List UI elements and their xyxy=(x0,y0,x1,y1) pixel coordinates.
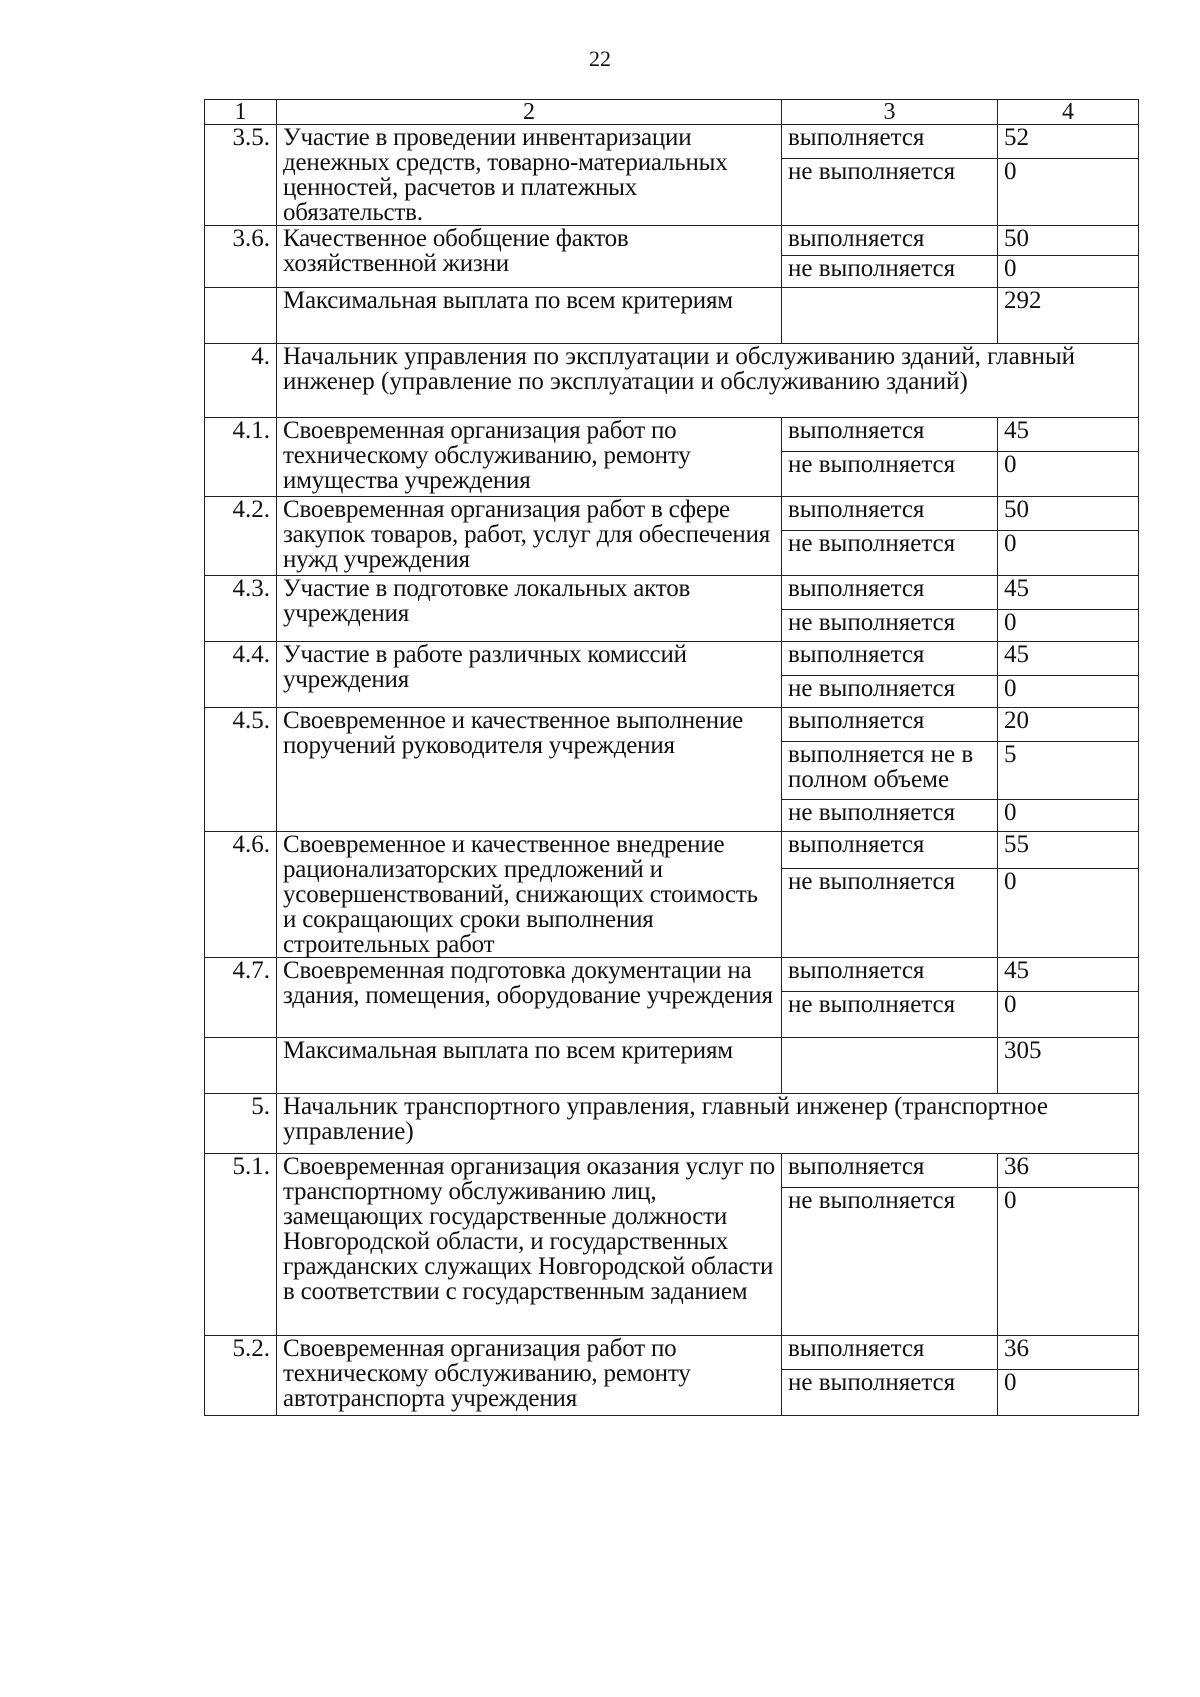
section-row xyxy=(205,344,1139,418)
total-label: Максимальная выплата по всем критериям xyxy=(277,1038,782,1094)
total-points: 305 xyxy=(998,1038,1139,1094)
points-value: 20 xyxy=(998,708,1139,742)
criterion-row xyxy=(205,497,1139,531)
status-text: выполняется xyxy=(782,497,998,531)
status-text: выполняется xyxy=(782,1154,998,1188)
criterion-row xyxy=(205,1154,1139,1188)
points-value: 52 xyxy=(998,125,1139,159)
column-number: 4 xyxy=(998,100,1139,125)
criterion-text: Своевременная организация работ по техническому обслуживанию, ремонту имущества учреждения xyxy=(277,418,782,497)
points-value: 0 xyxy=(998,868,1139,957)
criterion-text: Своевременное и качественное внедрение рационализаторских предложений и усовершенствований, снижающих стоимость и сокращающих сроки выполнения строительных работ xyxy=(277,832,782,958)
row-number xyxy=(205,288,277,344)
row-number xyxy=(205,1038,277,1094)
points-value: 0 xyxy=(998,1188,1139,1336)
status-text: не выполняется xyxy=(782,1370,998,1416)
section-row xyxy=(205,1094,1139,1154)
criterion-text: Своевременная организация оказания услуг по транспортному обслуживанию лиц, замещающих государственные должности Новгородской области, и государственных гражданских служащих Новгородской области в соответствии с государственным заданием xyxy=(277,1154,782,1336)
points-value: 0 xyxy=(998,452,1139,497)
status-text: не выполняется xyxy=(782,256,998,288)
row-number: 5.1. xyxy=(205,1154,277,1336)
criterion-text: Участие в подготовке локальных актов учреждения xyxy=(277,576,782,642)
criterion-row xyxy=(205,418,1139,452)
criterion-row xyxy=(205,708,1139,742)
status-empty xyxy=(782,1038,998,1094)
points-value: 45 xyxy=(998,642,1139,676)
criterion-text: Своевременная организация работ в сфере закупок товаров, работ, услуг для обеспечения нужд учреждения xyxy=(277,497,782,576)
criterion-text: Своевременная подготовка документации на здания, помещения, оборудование учреждения xyxy=(277,958,782,1038)
status-text: выполняется xyxy=(782,226,998,256)
points-value: 36 xyxy=(998,1154,1139,1188)
row-number: 4.7. xyxy=(205,958,277,1038)
row-number: 4.2. xyxy=(205,497,277,576)
row-number: 4.6. xyxy=(205,832,277,958)
status-text: выполняется xyxy=(782,125,998,159)
status-text: выполняется xyxy=(782,418,998,452)
points-value: 50 xyxy=(998,226,1139,256)
row-number: 3.5. xyxy=(205,125,277,226)
criterion-row xyxy=(205,832,1139,869)
status-text: не выполняется xyxy=(782,1188,998,1336)
row-number: 4. xyxy=(205,344,277,418)
points-value: 50 xyxy=(998,497,1139,531)
status-text: не выполняется xyxy=(782,531,998,576)
status-text: не выполняется xyxy=(782,676,998,708)
column-number: 2 xyxy=(277,100,782,125)
row-number: 3.6. xyxy=(205,226,277,288)
criterion-text: Качественное обобщение фактов хозяйственной жизни xyxy=(277,226,782,288)
points-value: 55 xyxy=(998,832,1139,869)
points-value: 45 xyxy=(998,958,1139,992)
total-row xyxy=(205,1038,1139,1094)
points-value: 36 xyxy=(998,1336,1139,1370)
criterion-row xyxy=(205,1336,1139,1370)
status-empty xyxy=(782,288,998,344)
points-value: 0 xyxy=(998,159,1139,226)
points-value: 0 xyxy=(998,1370,1139,1416)
section-title: Начальник управления по эксплуатации и обслуживанию зданий, главный инженер (управление по эксплуатации и обслуживанию зданий) xyxy=(277,344,1139,418)
column-number: 1 xyxy=(205,100,277,125)
points-value: 45 xyxy=(998,576,1139,610)
total-row xyxy=(205,288,1139,344)
page-number: 22 xyxy=(589,46,611,71)
points-value: 0 xyxy=(998,992,1139,1038)
criterion-text: Своевременное и качественное выполнение поручений руководителя учреждения xyxy=(277,708,782,832)
criterion-row xyxy=(205,958,1139,992)
status-text: выполняется xyxy=(782,576,998,610)
points-value: 0 xyxy=(998,256,1139,288)
criterion-text: Участие в работе различных комиссий учреждения xyxy=(277,642,782,708)
row-number: 4.3. xyxy=(205,576,277,642)
points-value: 0 xyxy=(998,676,1139,708)
status-text: выполняется xyxy=(782,832,998,869)
status-text: не выполняется xyxy=(782,992,998,1038)
criterion-text: Своевременная организация работ по техническому обслуживанию, ремонту автотранспорта учреждения xyxy=(277,1336,782,1416)
column-number-row xyxy=(205,100,1139,125)
total-label: Максимальная выплата по всем критериям xyxy=(277,288,782,344)
row-number: 4.4. xyxy=(205,642,277,708)
status-text: не выполняется xyxy=(782,800,998,832)
points-value: 45 xyxy=(998,418,1139,452)
criteria-table xyxy=(204,99,1139,1416)
status-text: не выполняется xyxy=(782,868,998,957)
criterion-row xyxy=(205,125,1139,159)
criterion-row xyxy=(205,642,1139,676)
section-title: Начальник транспортного управления, главный инженер (транспортное управление) xyxy=(277,1094,1139,1154)
status-text: выполняется xyxy=(782,958,998,992)
criterion-text: Участие в проведении инвентаризации денежных средств, товарно-материальных ценностей, расчетов и платежных обязательств. xyxy=(277,125,782,226)
status-text: выполняется xyxy=(782,708,998,742)
status-text: выполняется xyxy=(782,642,998,676)
total-points: 292 xyxy=(998,288,1139,344)
column-number: 3 xyxy=(782,100,998,125)
status-text: не выполняется xyxy=(782,610,998,642)
points-value: 5 xyxy=(998,742,1139,800)
criterion-row xyxy=(205,226,1139,256)
status-text: выполняется не в полном объеме xyxy=(782,742,998,800)
row-number: 5. xyxy=(205,1094,277,1154)
row-number: 4.5. xyxy=(205,708,277,832)
criterion-row xyxy=(205,576,1139,610)
row-number: 5.2. xyxy=(205,1336,277,1416)
points-value: 0 xyxy=(998,531,1139,576)
status-text: выполняется xyxy=(782,1336,998,1370)
row-number: 4.1. xyxy=(205,418,277,497)
points-value: 0 xyxy=(998,800,1139,832)
status-text: не выполняется xyxy=(782,159,998,226)
points-value: 0 xyxy=(998,610,1139,642)
status-text: не выполняется xyxy=(782,452,998,497)
